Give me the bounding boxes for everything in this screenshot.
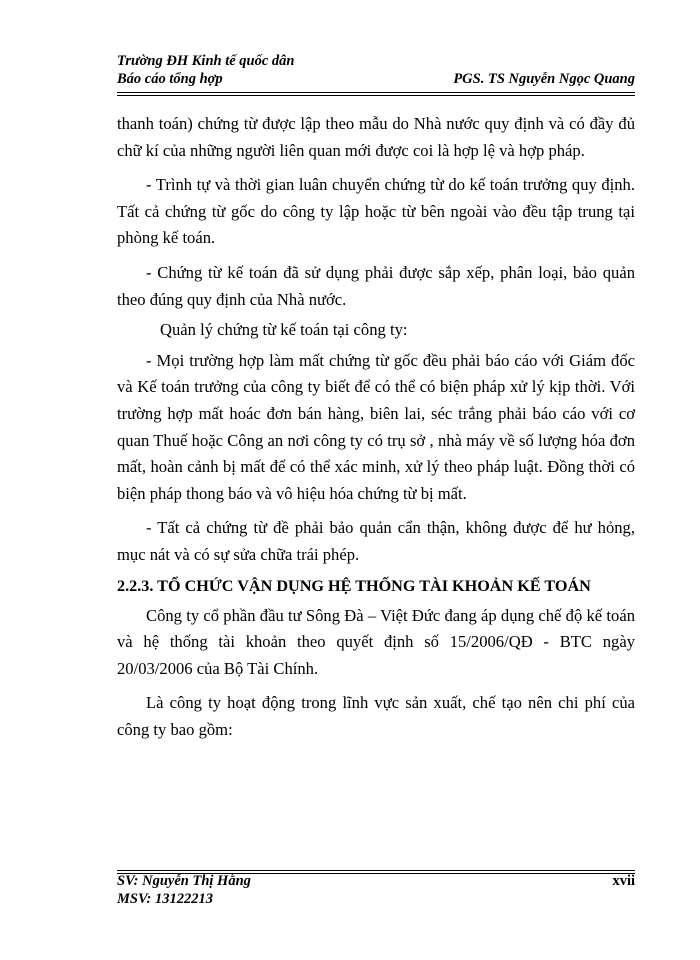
report-title: Báo cáo tổng hợp — [117, 71, 223, 87]
header-row — [117, 70, 635, 88]
school-name: Trường ĐH Kinh tế quốc dân — [117, 53, 295, 69]
student-name: SV: Nguyễn Thị Hằng — [117, 873, 251, 889]
paragraph: - Mọi trường hợp làm mất chứng từ gốc đều phải báo cáo với Giám đốc và Kế toán trưởng của công ty biết để có thể có biện pháp xử lý kịp thời. Với trường hợp mất hoác đơn bán hàng, biên lai, séc trắng phải báo cáo với cơ quan Thuế hoặc Công an nơi công ty có trụ sở , nhà máy về số lượng hóa đơn mất, hoàn cảnh bị mất để có thể xác minh, xử lý theo pháp luật. Đồng thời có biện pháp thong báo và vô hiệu hóa chứng từ bị mất. — [117, 350, 635, 503]
footer-row — [117, 872, 635, 890]
section-heading: 2.2.3. TỔ CHỨC VẬN DỤNG HỆ THỐNG TÀI KHOẢN KẾ TOÁN — [117, 576, 591, 595]
paragraph-label: Quản lý chứng từ kế toán tại công ty: — [160, 320, 408, 340]
paragraph: - Trình tự và thời gian luân chuyển chứng từ do kế toán trưởng quy định. Tất cả chứng từ gốc do công ty lập hoặc từ bên ngoài vào đều tập trung tại phòng kế toán. — [117, 175, 635, 248]
page-footer — [117, 872, 635, 908]
advisor-name: PGS. TS Nguyễn Ngọc Quang — [453, 71, 635, 87]
paragraph: Là công ty hoạt động trong lĩnh vực sản xuất, chế tạo nên chi phí của công ty bao gồm: — [117, 693, 635, 739]
paragraph: - Tất cả chứng từ đề phải bảo quản cẩn thận, không được để hư hỏng, mục nát và có sự sửa chữa trái phép. — [117, 518, 635, 564]
page-header — [117, 52, 635, 88]
paragraph: - Chứng từ kế toán đã sử dụng phải được sắp xếp, phân loại, bảo quản theo đúng quy định của Nhà nước. — [117, 262, 635, 309]
header-rule-thick — [117, 95, 635, 96]
footer-rule-thick — [117, 870, 635, 871]
header-rule — [117, 92, 635, 93]
paragraph: thanh toán) chứng từ được lập theo mẫu do Nhà nước quy định và có đầy đủ chữ kí của những người liên quan mới được coi là hợp lệ và hợp pháp. — [117, 114, 635, 160]
student-id: MSV: 13122213 — [117, 891, 214, 907]
page-body — [117, 111, 635, 751]
paragraph: Công ty cổ phần đầu tư Sông Đà – Việt Đức đang áp dụng chế độ kế toán và hệ thống tài khoản theo quyết định số 15/2006/QĐ - BTC ngày 20/03/2006 của Bộ Tài Chính. — [117, 605, 635, 678]
page-number: xvii — [612, 873, 635, 889]
